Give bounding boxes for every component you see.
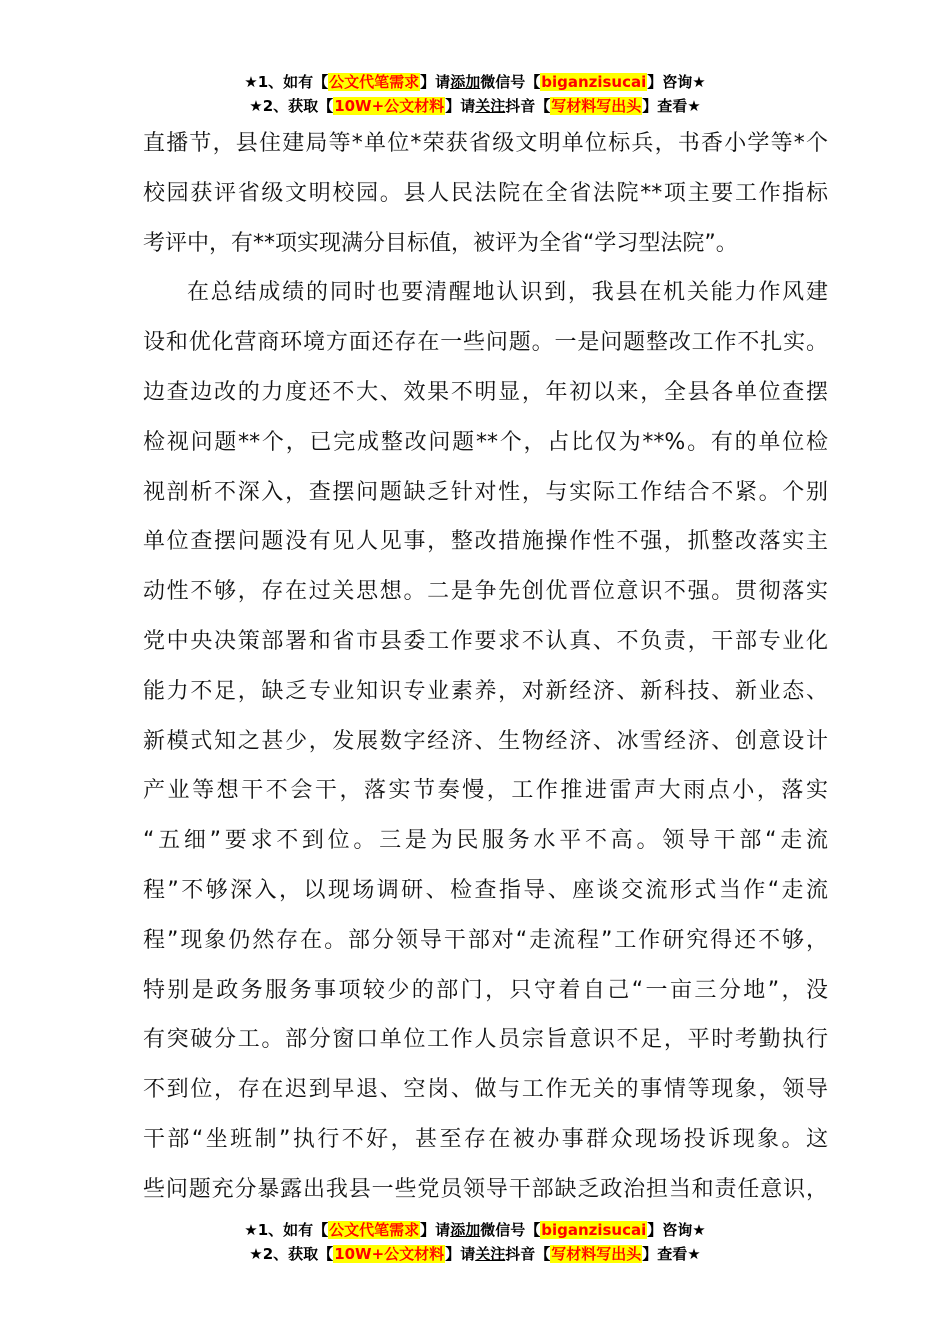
paragraph-first-line: 在总结成绩的同时也要清醒地认识到，我县在机关能力作风建 <box>187 280 828 306</box>
promo-highlight: 公文代笔需求 <box>329 1221 420 1239</box>
promo-line-1 <box>0 1218 950 1242</box>
text-line: 新模式知之甚少，发展数字经济、生物经济、冰雪经济、创意设计 <box>143 728 828 754</box>
promo-emphasis: 添加 <box>450 73 481 91</box>
text-line: 产业等想干不会干，落实节奏慢，工作推进雷声大雨点小，落实 <box>143 778 828 804</box>
text-line: 考评中，有**项实现满分目标值，被评为全省“学习型法院”。 <box>143 230 738 256</box>
text-line: 视剖析不深入，查摆问题缺乏针对性，与实际工作结合不紧。个别 <box>143 479 828 505</box>
promo-line-2 <box>0 1242 950 1266</box>
text-line: 动性不够，存在过关思想。二是争先创优晋位意识不强。贯彻落实 <box>143 579 828 605</box>
text-line: 直播节，县住建局等*单位*荣获省级文明单位标兵，书香小学等*个 <box>143 131 828 156</box>
text-line: 检视问题**个，已完成整改问题**个，占比仅为**%。有的单位检 <box>143 429 828 455</box>
promo-highlight: 写材料写出头 <box>551 97 642 115</box>
text-line: 设和优化营商环境方面还存在一些问题。一是问题整改工作不扎实。 <box>143 330 828 356</box>
text-line: 特别是政务服务事项较少的部门，只守着自己“一亩三分地”，没 <box>143 977 828 1003</box>
promo-text: 微信号【 <box>480 73 541 91</box>
promo-text: 抖音【 <box>505 97 551 115</box>
text-line: 单位查摆问题没有见人见事，整改措施操作性不强，抓整改落实主 <box>143 529 828 555</box>
promo-line-2 <box>0 94 950 118</box>
promo-highlight: biganzisucai <box>541 73 647 91</box>
promo-highlight: 10W+公文材料 <box>334 97 445 115</box>
promo-highlight: biganzisucai <box>541 1221 647 1239</box>
text-line: 程”不够深入，以现场调研、检查指导、座谈交流形式当作“走流 <box>143 877 828 903</box>
header-promo-banner <box>0 70 950 118</box>
promo-text: 】请 <box>445 97 476 115</box>
promo-text: 】咨询★ <box>647 1221 706 1239</box>
document-body <box>143 119 828 1215</box>
promo-highlight: 公文代笔需求 <box>329 73 420 91</box>
promo-text: 】查看★ <box>642 1245 701 1263</box>
promo-text: ★2、获取【 <box>249 1245 334 1263</box>
text-line: 不到位，存在迟到早退、空岗、做与工作无关的事情等现象，领导 <box>143 1077 828 1103</box>
promo-text: 微信号【 <box>480 1221 541 1239</box>
text-line: 能力不足，缺乏专业知识专业素养，对新经济、新科技、新业态、 <box>143 678 828 704</box>
text-line: 程”现象仍然存在。部分领导干部对“走流程”工作研究得还不够， <box>143 927 828 953</box>
promo-text: 】请 <box>420 73 451 91</box>
text-line: 党中央决策部署和省市县委工作要求不认真、不负责，干部专业化 <box>143 628 828 654</box>
text-line: 边查边改的力度还不大、效果不明显，年初以来，全县各单位查摆 <box>143 379 828 405</box>
text-line: “五细”要求不到位。三是为民服务水平不高。领导干部“走流 <box>143 828 828 854</box>
promo-emphasis: 关注 <box>475 97 506 115</box>
promo-highlight: 10W+公文材料 <box>334 1245 445 1263</box>
text-line: 些问题充分暴露出我县一些党员领导干部缺乏政治担当和责任意识， <box>143 1176 828 1202</box>
promo-text: ★1、如有【 <box>244 73 329 91</box>
promo-emphasis: 添加 <box>450 1221 481 1239</box>
promo-highlight: 写材料写出头 <box>551 1245 642 1263</box>
promo-text: ★1、如有【 <box>244 1221 329 1239</box>
text-line: 有突破分工。部分窗口单位工作人员宗旨意识不足，平时考勤执行 <box>143 1027 828 1053</box>
promo-text: 】请 <box>420 1221 451 1239</box>
promo-text: 】请 <box>445 1245 476 1263</box>
promo-text: ★2、获取【 <box>249 97 334 115</box>
promo-text: 】查看★ <box>642 97 701 115</box>
footer-promo-banner <box>0 1218 950 1266</box>
promo-text: 】咨询★ <box>647 73 706 91</box>
promo-text: 抖音【 <box>505 1245 551 1263</box>
text-line: 校园获评省级文明校园。县人民法院在全省法院**项主要工作指标 <box>143 180 828 206</box>
promo-emphasis: 关注 <box>475 1245 506 1263</box>
text-line: 干部“坐班制”执行不好，甚至存在被办事群众现场投诉现象。这 <box>143 1126 828 1152</box>
promo-line-1 <box>0 70 950 94</box>
